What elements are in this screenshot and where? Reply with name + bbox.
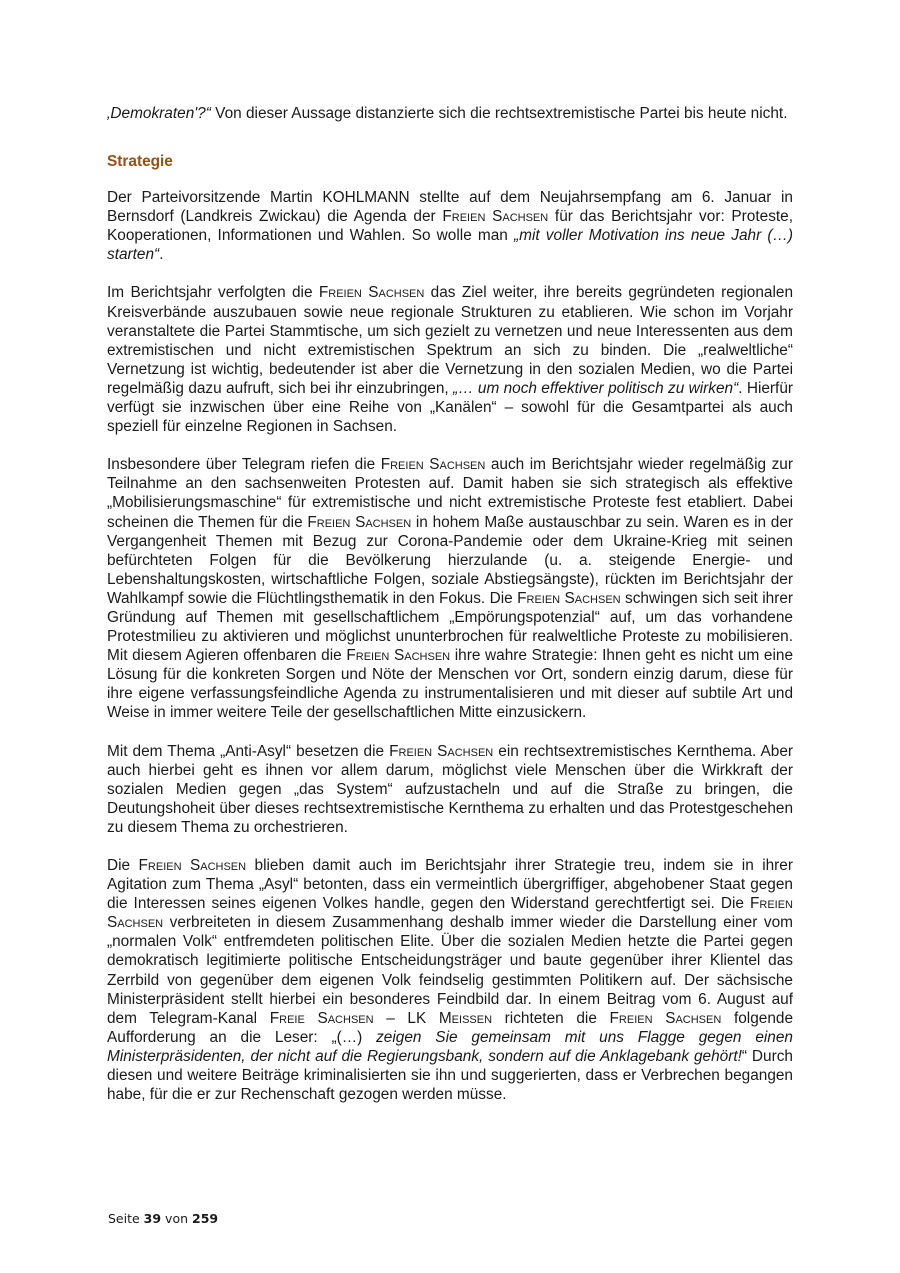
paragraph-3 — [107, 455, 793, 722]
text: Im Berichtsjahr verfolgten die — [107, 284, 319, 302]
text: Die — [107, 857, 139, 874]
channel-name: Freie Sachsen – LK Meißen — [269, 1009, 493, 1027]
org-name: Freien Sachsen — [380, 456, 486, 474]
org-name: Freien Sachsen — [138, 857, 247, 874]
text: folgende Aufforderung an die Leser: „(…) — [107, 1009, 794, 1046]
page-total: 259 — [192, 1211, 219, 1226]
text: in hohem Maße austauschbar zu sein. Waren es in der Vergangenheit Themen mit Bezug zur Corona-Pandemie oder dem Ukraine-Krieg mit seinen befürchteten Folgen für die Bevölkerung hierzulande (u. a. steigende Energie- und Lebenshaltungskosten, wirtschaftliche Folgen, soziale Abstiegsängste), rückten im Berichtsjahr der Wahlkampf sowie die Flüchtlingsthematik in den Fokus. Die — [107, 513, 793, 607]
org-name: Freien Sachsen — [609, 1009, 722, 1027]
section-heading: Strategie — [107, 153, 173, 171]
text: schwingen sich seit ihrer Gründung auf Themen mit gesellschaftlichem „Empörungspotenzial“ auf, um das vorhandene Protestmilieu zu aktivieren und möglichst ununterbrochen für realweltliche Proteste zu mobilisieren. Mit diesem Agieren offenbaren die — [107, 589, 794, 665]
org-name: Freien Sachsen — [307, 513, 412, 531]
org-name: Freien Sachsen — [442, 208, 549, 226]
quote: zeigen Sie gemeinsam mit uns Flagge gegen einen Ministerpräsidenten, der nicht auf die Regierungsbank, sondern auf die Anklagebank gehört! — [107, 1028, 793, 1065]
intro-text: Von dieser Aussage distanzierte sich die rechtsextremistische Partei bis heute nicht. — [210, 105, 788, 122]
text: Insbesondere über Telegram riefen die — [107, 456, 381, 474]
quote: „mit voller Motivation ins neue Jahr (…) starten“ — [107, 227, 794, 264]
text: ein rechtsextremistisches Kernthema. Aber auch hierbei geht es ihnen vor allem darum, möglichst viele Menschen über die Wirkkraft der sozialen Medien gegen „das System“ aufzustacheln und auf die Straße zu bringen, die Deutungshoheit über dieses rechtsextremistische Kernthema zu erhalten und das Protestgeschehen zu diesem Thema zu orchestrieren. — [107, 742, 794, 836]
quote: „… um noch effektiver politisch zu wirken“ — [453, 379, 739, 397]
page-content — [107, 104, 793, 1123]
paragraph-2 — [107, 283, 793, 436]
org-name: Freien Sachsen — [107, 895, 793, 932]
text: verbreiteten in diesem Zusammenhang deshalb immer wieder die Darstellung einer vom „normalen Volk“ entfremdeten politischen Elite. Über die sozialen Medien hetzte die Partei gegen demokratisch legitimierte politische Entscheidungsträger und baute gegenüber ihrer Klientel das Zerrbild von gegenüber dem eigenen Volk feindselig gestimmten Politikern auf. Der sächsische Ministerpräsident stellt hierbei ein besonderes Feindbild dar. In einem Beitrag vom 6. August auf dem Telegram-Kanal — [107, 914, 793, 1027]
paragraph-1 — [107, 188, 793, 264]
org-name: Freien Sachsen — [346, 647, 451, 665]
text: . Hierfür verfügt sie inzwischen über eine Reihe von „Kanälen“ – sowohl für die Gesamtpartei als auch speziell für einzelne Regionen in Sachsen. — [107, 379, 794, 436]
text: für das Berichtsjahr vor: Proteste, Kooperationen, Informationen und Wahlen. So wolle man — [107, 208, 794, 245]
text: auch im Berichtsjahr wieder regelmäßig zur Teilnahme an den sachsenweiten Protesten auf. Damit haben sie sich strategisch als effektive „Mobilisierungsmaschine“ für extremistische und nicht extremistische Proteste fest etabliert. Dabei scheinen die Themen für die — [107, 456, 793, 531]
intro-paragraph — [107, 104, 793, 123]
footer-mid: von — [161, 1211, 192, 1226]
paragraph-5 — [107, 856, 793, 1104]
text: Der Parteivorsitzende Martin KOHLMANN stellte auf dem Neujahrsempfang am 6. Januar in Bernsdorf (Landkreis Zwickau) die Agenda der — [107, 189, 793, 226]
text: richteten die — [492, 1009, 610, 1027]
paragraph-4 — [107, 742, 793, 837]
footer-prefix: Seite — [108, 1211, 144, 1226]
text: Mit dem Thema „Anti-Asyl“ besetzen die — [107, 742, 390, 760]
intro-quote: ‚Demokraten'?“ — [107, 105, 211, 122]
page-footer — [108, 1211, 218, 1226]
page-number: 39 — [143, 1211, 162, 1226]
text: “ Durch diesen und weitere Beiträge kriminalisierten sie ihn und suggerierten, dass er Verbrechen begangen habe, für die er zur Rechenschaft gezogen werden müsse. — [107, 1047, 793, 1104]
text: blieben damit auch im Berichtsjahr ihrer Strategie treu, indem sie in ihrer Agitation zum Thema „Asyl“ betonten, dass ein vermeintlich übergriffiger, abgehobener Staat gegen die Interessen seines eigenen Volkes handle, gegen den Widerstand gerechtfertigt sei. Die — [107, 857, 793, 913]
org-name: Freien Sachsen — [517, 589, 621, 607]
text: . — [159, 246, 164, 264]
org-name: Freien Sachsen — [318, 284, 425, 302]
text: ihre wahre Strategie: Ihnen geht es nicht um eine Lösung für die konkreten Sorgen und Nöte der Menschen vor Ort, sondern einzig darum, diese für ihre eigene verfassungsfeindliche Agenda zu instrumentalisieren und mit dieser auf subtile Art und Weise in immer weitere Teile der gesellschaftlichen Mitte einzusickern. — [107, 647, 794, 722]
org-name: Freien Sachsen — [389, 742, 494, 760]
text: das Ziel weiter, ihre bereits gegründeten regionalen Kreisverbände auszubauen sowie neue regionale Strukturen zu etablieren. Wie schon im Vorjahr veranstaltete die Partei Stammtische, um sich gezielt zu vernetzen und neue Interessenten aus dem extremistischen und nicht extremistischen Spektrum an sich zu binden. Die „realweltliche“ Vernetzung ist wichtig, bedeutender ist aber die Vernetzung in den sozialen Medien, wo die Partei regelmäßig dazu aufruft, sich bei ihr einzubringen, — [107, 284, 794, 397]
